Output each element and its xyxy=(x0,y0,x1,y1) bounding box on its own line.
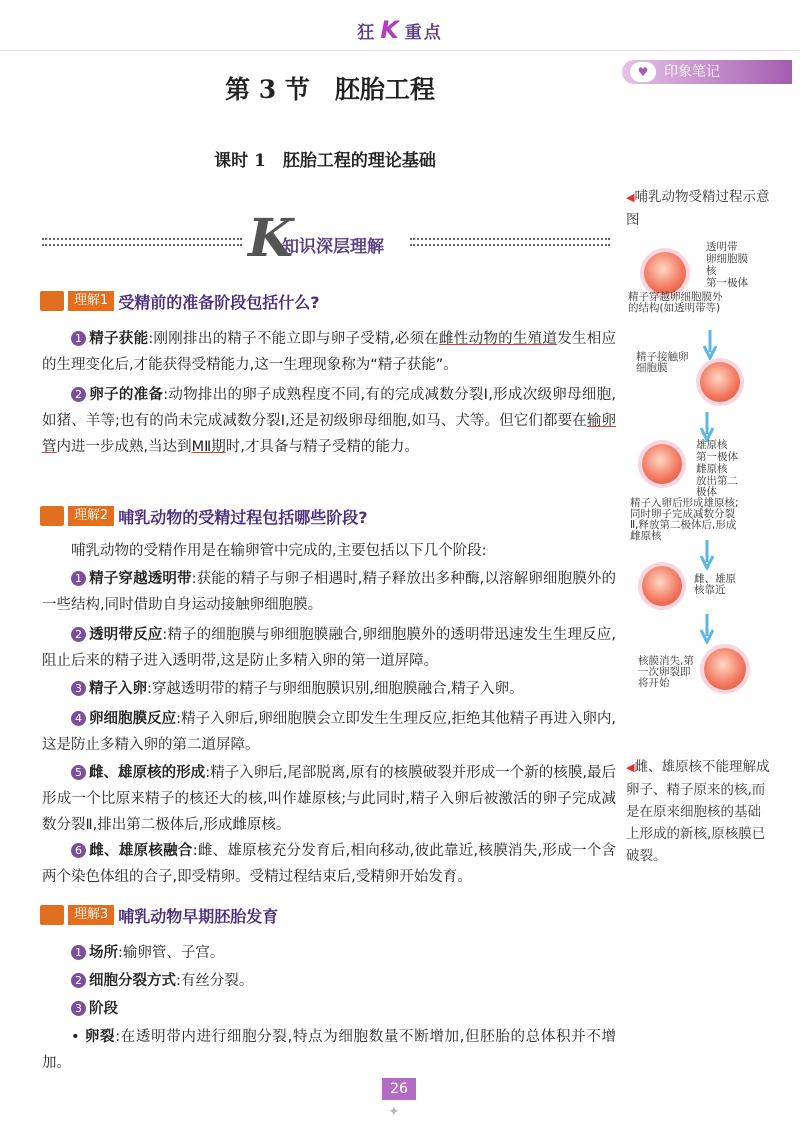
banner-divider-left xyxy=(42,238,242,240)
label-second-polar-body: 放出第二极体 xyxy=(696,475,738,498)
term: 精子穿越透明带 xyxy=(89,571,192,587)
bullet-icon: • xyxy=(71,1029,85,1045)
triangle-icon: ◀ xyxy=(626,761,635,774)
triangle-icon: ◀ xyxy=(626,191,635,204)
list-item xyxy=(42,940,616,966)
egg-diagram-4 xyxy=(642,566,682,606)
brand-right: 重点 xyxy=(404,23,443,43)
term: 场所 xyxy=(89,945,118,961)
term: 雌、雄原核的形成 xyxy=(89,765,206,781)
brand-logo xyxy=(0,16,800,44)
text: :有丝分裂。 xyxy=(176,973,254,989)
number-badge: 1 xyxy=(71,945,86,960)
label-first-polar-body: 第一极体 xyxy=(696,451,738,463)
paragraph-sperm-capacitation xyxy=(42,326,616,378)
book-icon xyxy=(40,506,64,526)
egg-diagram-3 xyxy=(642,444,682,484)
understanding-question: 受精前的准备阶段包括什么? xyxy=(118,292,320,312)
underlined-term: 雌性动物的生殖道 xyxy=(439,331,558,347)
understanding-3-heading xyxy=(40,904,278,926)
section-title: 第 3 节 胚胎工程 xyxy=(225,75,435,104)
paragraph-intro: 哺乳动物的受精作用是在输卵管中完成的,主要包括以下几个阶段: xyxy=(71,543,487,559)
bird-icon: ✦ xyxy=(388,1104,400,1120)
label-egg-membrane: 卵细胞膜 xyxy=(706,253,748,265)
diagram-3-caption: 精子入卵后形成雄原核;同时卵子完成减数分裂Ⅱ,释放第二极体后,形成雌原核 xyxy=(630,497,739,542)
text: 时,才具备与精子受精的能力。 xyxy=(225,439,419,455)
understanding-tag: 理解1 xyxy=(68,291,114,311)
term: 卵裂 xyxy=(84,1029,116,1045)
banner-divider-right-2 xyxy=(410,244,610,246)
text: :精子入卵后,尾部脱离,原有的核膜破裂并形成一个新的核膜,最后形成一个比原来精子的核还大的核,叫作雄原核;与此同时,精子入卵后被激活的卵子完成减数分裂Ⅱ,排出第二极体后,形成雌原核。 xyxy=(42,765,616,833)
banner-divider-left-2 xyxy=(42,244,242,246)
list-item xyxy=(42,838,616,890)
list-item xyxy=(42,968,616,994)
diagram-4-caption: 雌、雄原核靠近 xyxy=(694,573,736,596)
term: 透明带反应 xyxy=(89,627,163,643)
bullet-item xyxy=(42,1024,616,1076)
sidebar-caption-text: 哺乳动物受精过程示意图 xyxy=(626,189,770,228)
text: :雌、雄原核充分发育后,相向移动,彼此靠近,核膜消失,形成一个含两个染色体组的合子,即受精卵。受精过程结束后,受精卵开始发育。 xyxy=(42,843,617,885)
label-nucleus: 核 xyxy=(706,265,717,277)
number-badge: 5 xyxy=(71,765,86,780)
text: :精子入卵后,卵细胞膜会立即发生生理反应,拒绝其他精子再进入卵内,这是防止多精入卵的第二道屏障。 xyxy=(42,711,616,753)
arrow-down-icon xyxy=(700,412,714,442)
banner-divider-right xyxy=(410,238,610,240)
term: 卵细胞膜反应 xyxy=(89,711,177,727)
text: :穿越透明带的精子与卵细胞膜识别,细胞膜融合,精子入卵。 xyxy=(147,681,524,697)
understanding-1-heading xyxy=(40,290,320,312)
diagram-5-caption: 核膜消失,第一次卵裂即将开始 xyxy=(638,655,694,689)
arrow-down-icon xyxy=(700,540,714,570)
brand-left: 狂 xyxy=(357,23,377,43)
underlined-term: MⅡ期 xyxy=(191,439,226,455)
paragraph-egg-preparation xyxy=(42,382,616,460)
underlined-term: 输卵管 xyxy=(42,413,616,455)
number-badge: 6 xyxy=(71,843,86,858)
understanding-question: 哺乳动物的受精过程包括哪些阶段? xyxy=(118,507,368,527)
list-item xyxy=(42,622,616,674)
arrow-down-icon xyxy=(700,614,714,644)
arrow-down-icon xyxy=(703,330,717,360)
book-icon xyxy=(40,291,64,311)
number-badge: 2 xyxy=(71,627,86,642)
text: 内进一步成熟,当达到 xyxy=(56,439,192,455)
text: :获能的精子与卵子相遇时,精子释放出多种酶,以溶解卵细胞膜外的一些结构,同时借助自身运动接触卵细胞膜。 xyxy=(42,571,616,613)
term: 阶段 xyxy=(89,1001,118,1017)
term: 雌、雄原核融合 xyxy=(89,843,193,859)
label-first-polar-body: 第一极体 xyxy=(706,277,748,289)
page-number: 26 xyxy=(382,1078,416,1100)
brand-k: K xyxy=(380,16,401,44)
label-female-pronucleus: 雌原核 xyxy=(696,463,728,475)
text: :精子的细胞膜与卵细胞膜融合,卵细胞膜外的透明带迅速发生生理反应,阻止后来的精子进入透明带,这是防止多精入卵的第一道屏障。 xyxy=(42,627,616,669)
list-item xyxy=(42,760,616,838)
diagram-2-caption: 精子接触卵细胞膜 xyxy=(636,351,689,374)
understanding-tag: 理解2 xyxy=(68,506,114,526)
list-item xyxy=(42,706,616,758)
egg-diagram-5 xyxy=(704,648,746,690)
number-badge: 1 xyxy=(71,571,86,586)
term: 精子入卵 xyxy=(89,681,147,697)
text: :动物排出的卵子成熟程度不同,有的完成减数分裂Ⅰ,形成次级卵母细胞,如猪、羊等;也有的尚未完成减数分裂Ⅰ,还是初级卵母细胞,如马、犬等。但它们都要在 xyxy=(42,387,616,429)
banner-title: 知识深层理解 xyxy=(282,237,384,257)
sidebar-note-text: 雌、雄原核不能理解成卵子、精子原来的核,而是在原来细胞核的基础上形成的新核,原核膜已破裂。 xyxy=(626,759,770,864)
sidebar-note xyxy=(626,756,774,867)
diagram-1-caption: 精子穿越卵细胞膜外的结构(如透明带等) xyxy=(628,291,723,314)
understanding-tag: 理解3 xyxy=(68,905,114,925)
text: :输卵管、子宫。 xyxy=(118,945,225,961)
label-zona-pellucida: 透明带 xyxy=(706,241,738,253)
lesson-title: 课时 1 胚胎工程的理论基础 xyxy=(214,151,436,171)
term: 精子获能 xyxy=(89,331,149,347)
number-badge: 3 xyxy=(71,681,86,696)
understanding-2-heading xyxy=(40,505,368,527)
book-icon xyxy=(40,905,64,925)
number-badge: 4 xyxy=(71,711,86,726)
number-badge: 1 xyxy=(71,331,86,346)
term: 细胞分裂方式 xyxy=(89,973,176,989)
list-item xyxy=(42,996,616,1022)
banner-k-letter: K xyxy=(248,208,294,269)
number-badge: 3 xyxy=(71,1001,86,1016)
note-tab-label: 印象笔记 xyxy=(664,64,720,80)
term: 卵子的准备 xyxy=(89,387,164,403)
text: 发生相应的生理变化后,才能获得受精能力,这一生理现象称为“精子获能”。 xyxy=(42,331,617,373)
sidebar-caption xyxy=(626,186,776,231)
label-male-pronucleus: 雄原核 xyxy=(696,439,728,451)
egg-diagram-1 xyxy=(644,252,686,294)
egg-diagram-2 xyxy=(700,362,740,402)
understanding-question: 哺乳动物早期胚胎发育 xyxy=(118,906,279,926)
header-divider xyxy=(0,50,800,51)
elephant-icon: ♥ xyxy=(630,62,656,82)
number-badge: 2 xyxy=(71,973,86,988)
list-item xyxy=(42,566,616,618)
text: :在透明带内进行细胞分裂,特点为细胞数量不断增加,但胚胎的总体积并不增加。 xyxy=(42,1029,617,1071)
list-item xyxy=(42,676,616,702)
number-badge: 2 xyxy=(71,387,86,402)
text: :刚刚排出的精子不能立即与卵子受精,必须在 xyxy=(148,331,440,347)
